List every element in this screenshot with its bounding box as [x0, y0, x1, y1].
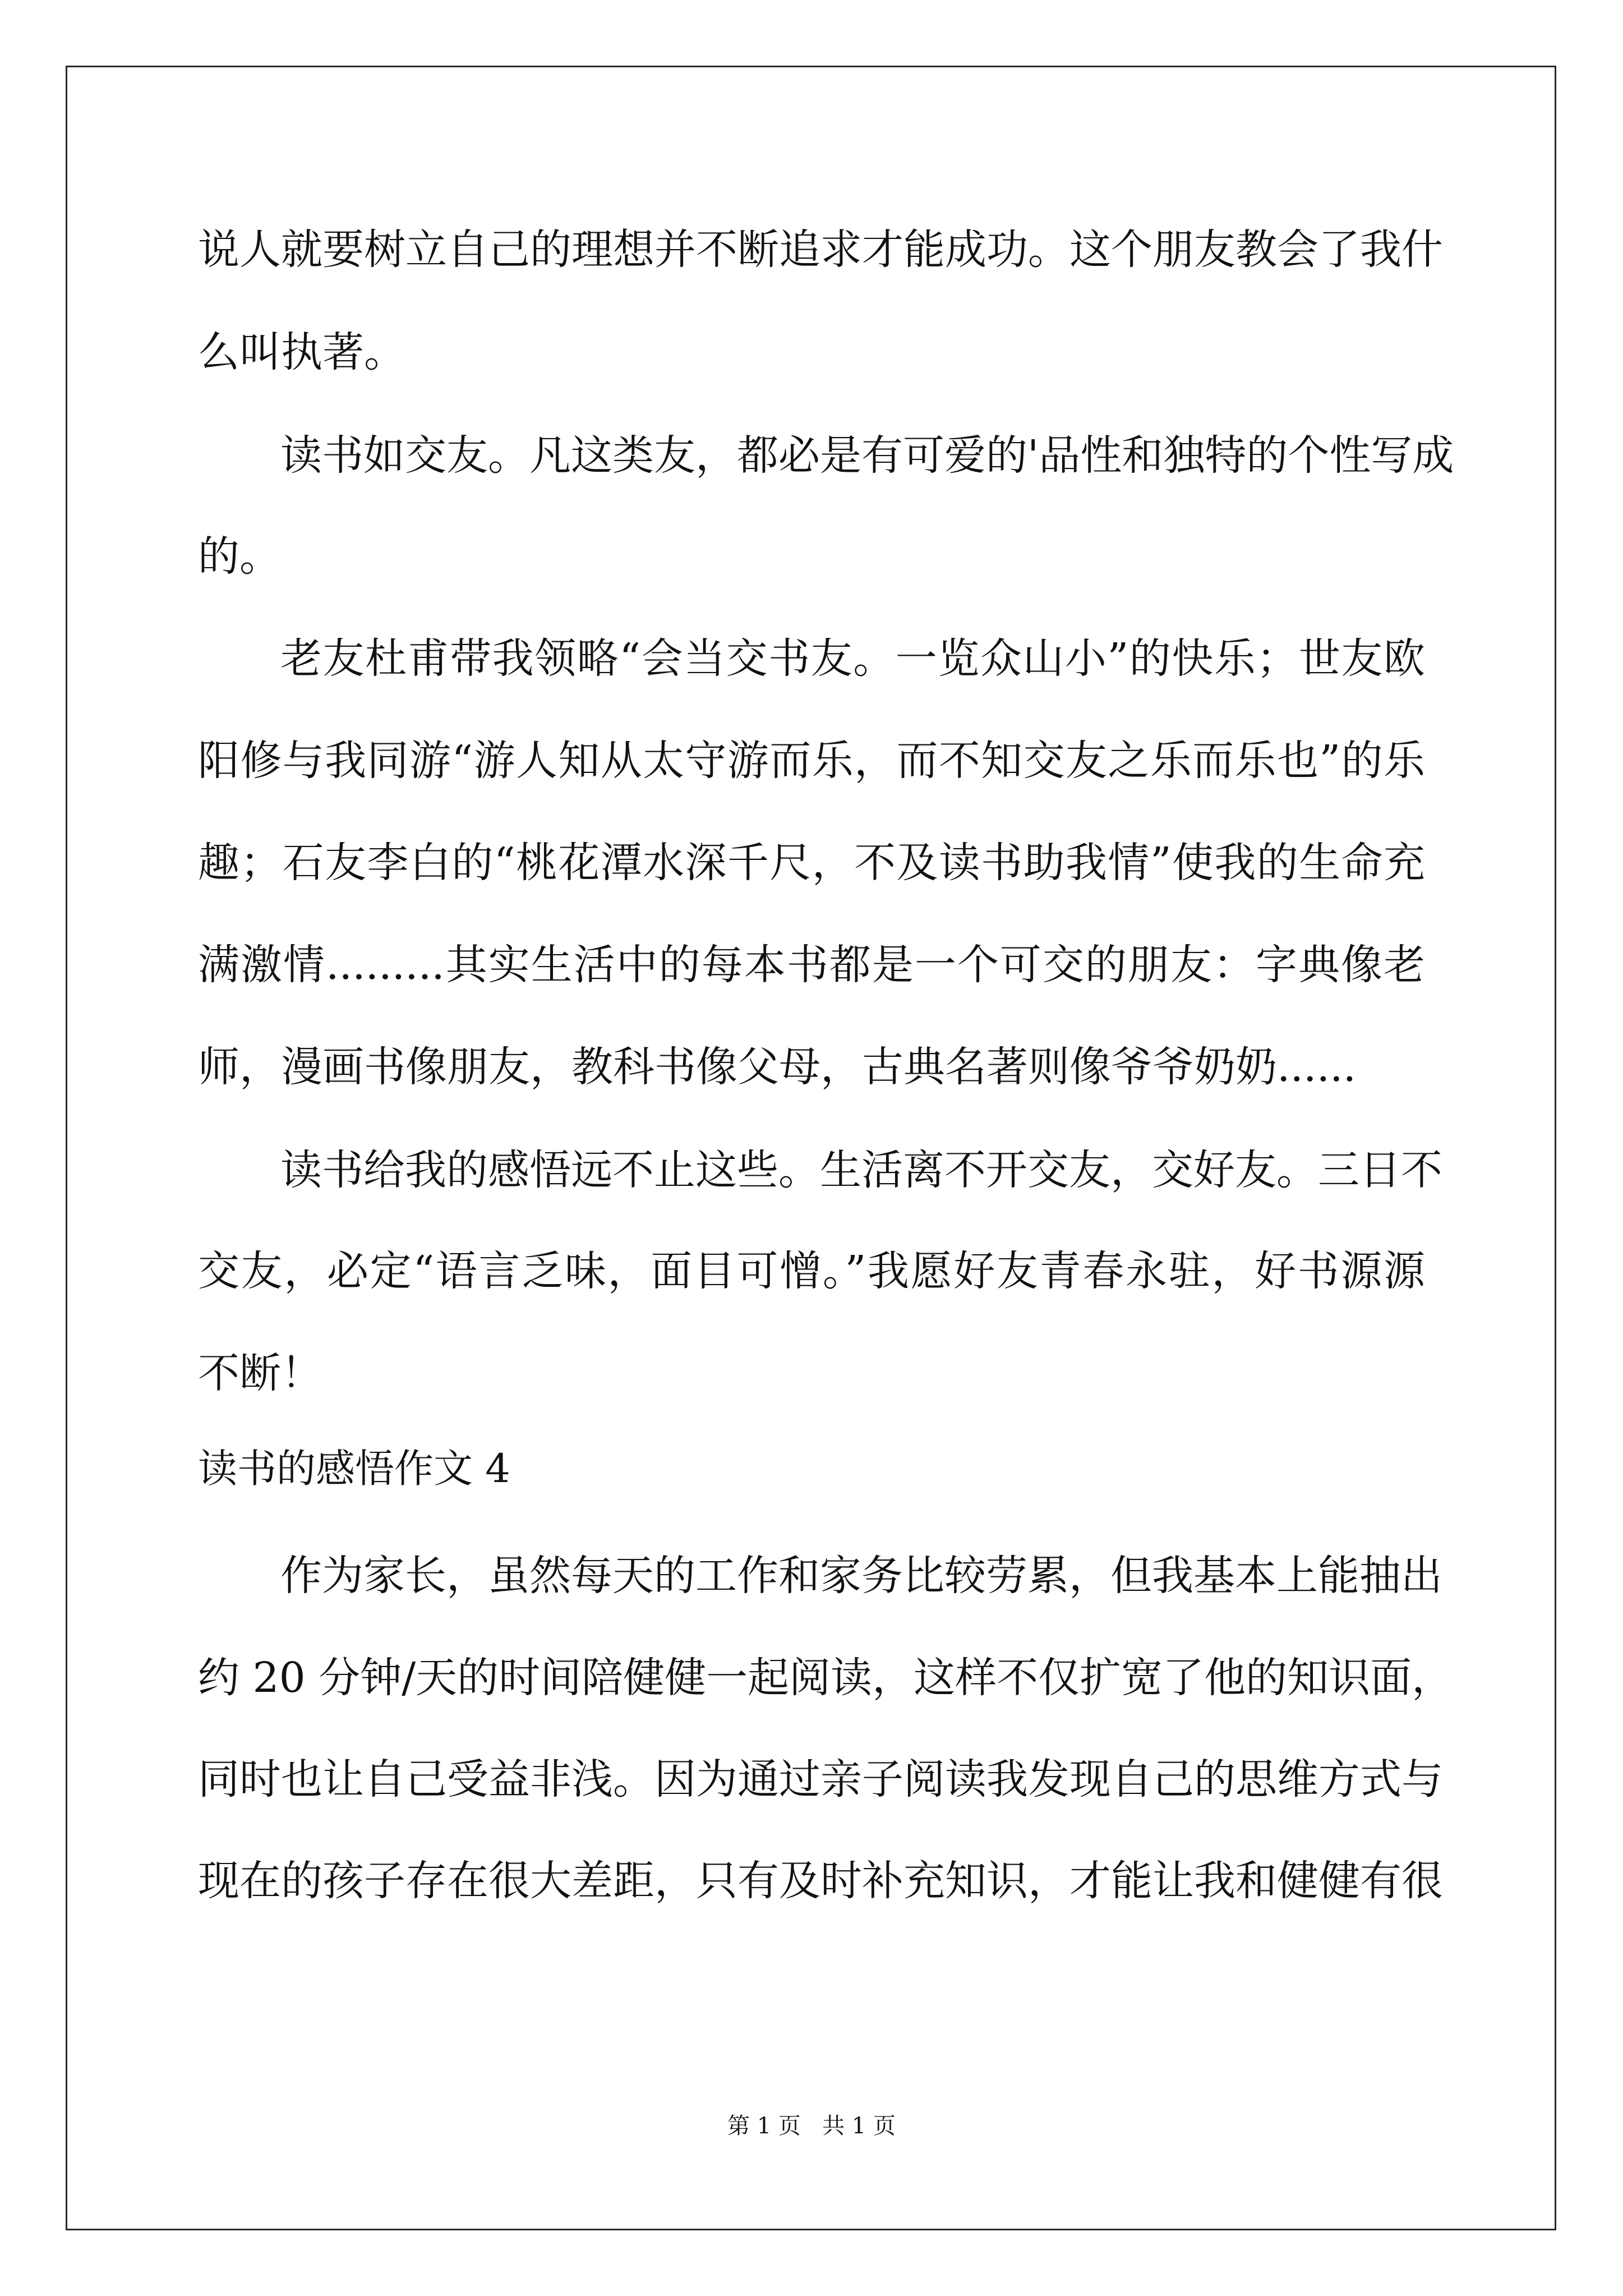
text-line: 不断！: [198, 1349, 322, 1397]
page-footer: 第 1 页 共 1 页: [727, 2113, 896, 2139]
text-line: 的。: [198, 532, 281, 581]
text-line: 同时也让自己受益非浅。因为通过亲子阅读我发现自己的思维方式与: [198, 1755, 1443, 1803]
text-line: 读书如交友。凡这类友，都必是有可爱的'品性和独特的个性写成: [280, 431, 1454, 480]
text-line: 作为家长，虽然每天的工作和家务比较劳累，但我基本上能抽出: [280, 1552, 1442, 1600]
text-line: 约 20 分钟/天的时间陪健健一起阅读，这样不仅扩宽了他的知识面，: [198, 1654, 1454, 1702]
text-line: 么叫执著。: [198, 328, 405, 376]
text-line: 阳修与我同游“游人知从太守游而乐，而不知交友之乐而乐也”的乐: [198, 737, 1425, 785]
text-line: 满激情.........其实生活中的每本书都是一个可交的朋友：字典像老: [198, 941, 1425, 989]
section-heading: 读书的感悟作文 4: [198, 1446, 510, 1492]
text-line: 说人就要树立自己的理想并不断追求才能成功。这个朋友教会了我什: [198, 226, 1443, 274]
text-line: 趣；石友李白的“桃花潭水深千尺，不及读书助我情”使我的生命充: [198, 839, 1425, 887]
text-line: 师，漫画书像朋友，教科书像父母，古典名著则像爷爷奶奶......: [198, 1043, 1357, 1091]
text-line: 读书给我的感悟远不止这些。生活离不开交友，交好友。三日不: [280, 1146, 1442, 1194]
text-line: 老友杜甫带我领略“会当交书友。一览众山小”的快乐；世友欧: [280, 634, 1425, 683]
text-line: 交友，必定“语言乏味，面目可憎。”我愿好友青春永驻，好书源源: [198, 1247, 1425, 1295]
text-line: 现在的孩子存在很大差距，只有及时补充知识，才能让我和健健有很: [198, 1857, 1443, 1905]
